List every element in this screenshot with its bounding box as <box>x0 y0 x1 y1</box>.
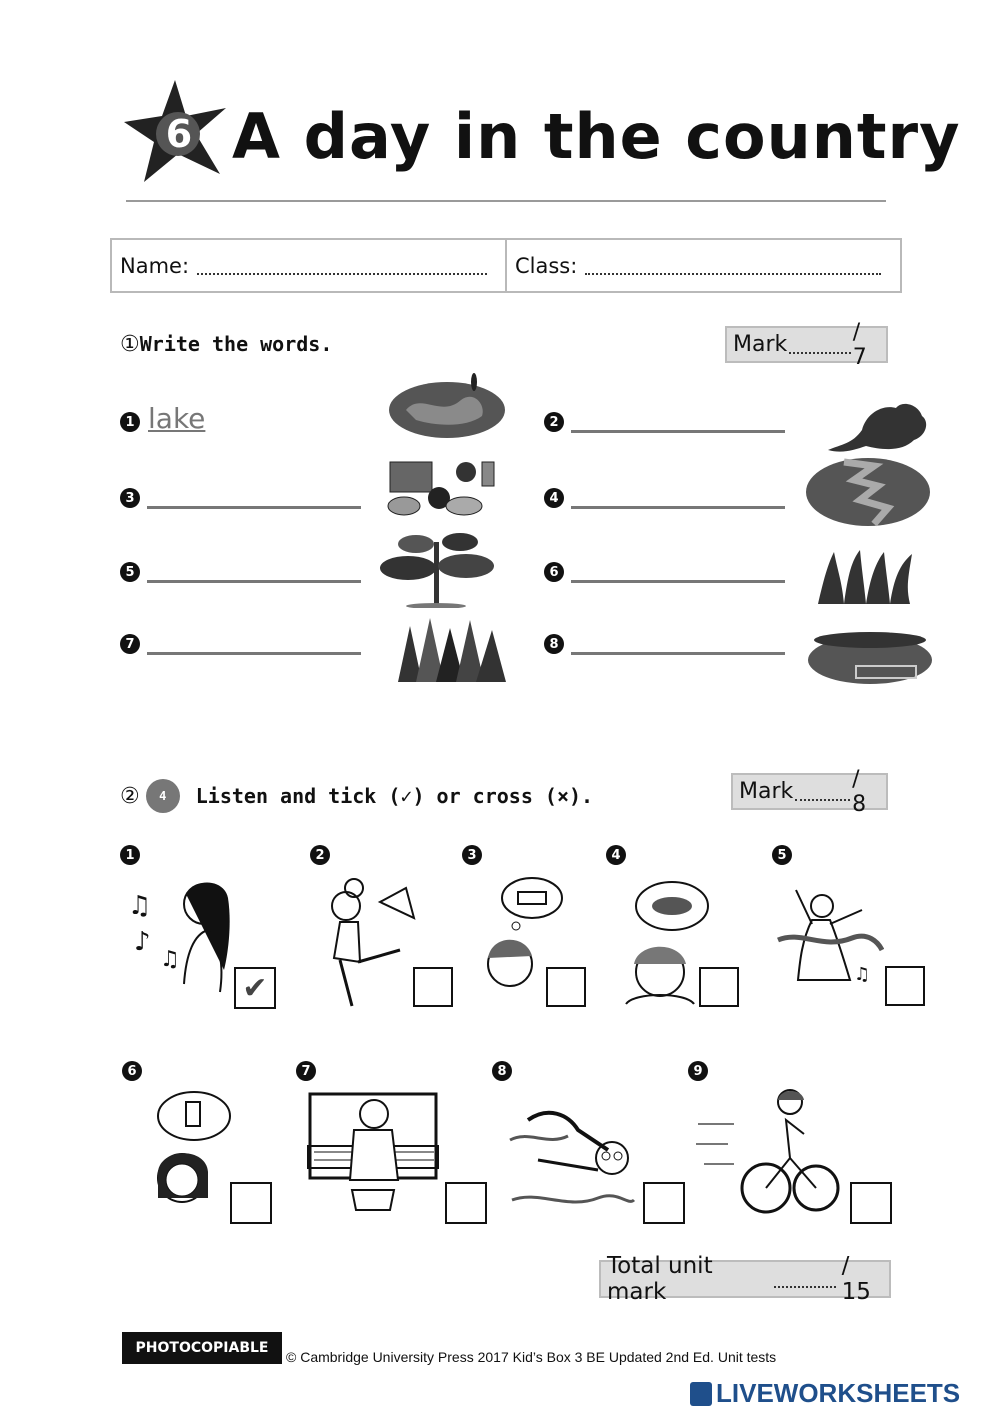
liveworksheets-logo[interactable] <box>690 1378 960 1409</box>
exercise2-instruction: Listen and tick (✓) or cross (×). <box>195 784 594 808</box>
class-field[interactable] <box>585 257 881 275</box>
ex1-answer-1: lake <box>148 402 206 435</box>
ex1-item-number: 2 <box>544 412 564 432</box>
leaf-icon <box>822 400 930 456</box>
name-cell <box>112 240 505 291</box>
exercise2-mark-field[interactable] <box>795 783 850 801</box>
ex2-item-number: 7 <box>296 1061 316 1081</box>
exercise2-mark-label: Mark <box>739 779 794 804</box>
field-icon <box>806 628 934 686</box>
exercise1-heading <box>120 332 332 357</box>
boy-piano-icon <box>304 1090 442 1222</box>
total-mark-label: Total unit mark <box>607 1253 713 1305</box>
exercise1-mark-box <box>725 319 888 370</box>
ex2-answer-box-8[interactable] <box>643 1182 685 1224</box>
ex2-item-number: 2 <box>310 845 330 865</box>
ex1-item-number: 8 <box>544 634 564 654</box>
class-cell <box>505 240 900 291</box>
lake-icon <box>386 370 508 440</box>
svg-text:♪: ♪ <box>134 927 151 957</box>
ex2-item-number: 5 <box>772 845 792 865</box>
forest-icon <box>396 612 508 684</box>
woman-dancing-icon <box>772 880 884 1000</box>
picnic-icon <box>384 458 502 520</box>
liveworksheets-brand: LIVEWORKSHEETS <box>716 1378 961 1408</box>
exercise1-instruction: Write the words. <box>139 332 333 356</box>
exercise2-heading <box>120 779 593 813</box>
ex1-item-number: 5 <box>120 562 140 582</box>
svg-text:♫: ♫ <box>160 947 180 972</box>
exercise1-number: ① <box>120 332 140 357</box>
ex2-answer-box-5[interactable] <box>885 966 925 1006</box>
boy-badminton-icon <box>310 878 426 1012</box>
student-info-box <box>110 238 902 293</box>
ex1-item-number: 3 <box>120 488 140 508</box>
ex1-answer-line-6[interactable] <box>571 580 785 583</box>
ex2-answer-box-7[interactable] <box>445 1182 487 1224</box>
ex2-answer-box-9[interactable] <box>850 1182 892 1224</box>
ex1-answer-line-3[interactable] <box>147 506 361 509</box>
girl-cycling-icon <box>694 1084 840 1224</box>
page-title: A day in the country <box>232 100 961 173</box>
exercise1-mark-label: Mark <box>733 332 788 357</box>
girl-thinking-drink-icon <box>150 1088 236 1214</box>
audio-track-number: 4 <box>159 789 167 803</box>
ex1-answer-line-7[interactable] <box>147 652 361 655</box>
ex1-item-number: 1 <box>120 412 140 432</box>
audio-track-icon[interactable] <box>146 779 180 813</box>
ex2-answer-box-1[interactable]: ✔ <box>234 967 276 1009</box>
ex2-item-number: 1 <box>120 845 140 865</box>
ex2-item-number: 3 <box>462 845 482 865</box>
name-label: Name: <box>120 253 190 278</box>
boy-swimming-icon <box>508 1090 636 1222</box>
ex2-answer-box-6[interactable] <box>230 1182 272 1224</box>
exercise1-mark-total: / 7 <box>852 319 867 370</box>
name-field[interactable] <box>197 257 487 275</box>
ex1-answer-line-4[interactable] <box>571 506 785 509</box>
exercise2-number: ② <box>120 783 140 809</box>
grass-icon <box>814 548 918 606</box>
svg-text:♫: ♫ <box>128 891 152 921</box>
ex1-answer-line-8[interactable] <box>571 652 785 655</box>
photocopiable-badge: PHOTOCOPIABLE <box>122 1332 282 1364</box>
ex1-item-number: 4 <box>544 488 564 508</box>
class-label: Class: <box>515 253 578 278</box>
ex2-answer-box-4[interactable] <box>699 967 739 1007</box>
copyright-text: © Cambridge University Press 2017 Kid’s Box 3 BE Updated 2nd Ed. Unit tests <box>286 1349 777 1365</box>
exercise2-mark-box <box>731 766 888 817</box>
total-mark-field[interactable] <box>774 1270 836 1288</box>
total-mark-box <box>599 1253 891 1305</box>
ex2-item-number: 8 <box>492 1061 512 1081</box>
ex2-item-number: 6 <box>122 1061 142 1081</box>
ex2-item-number: 4 <box>606 845 626 865</box>
exercise2-mark-total: / 8 <box>852 766 867 817</box>
exercise1-mark-field[interactable] <box>789 336 850 354</box>
ex1-item-number: 6 <box>544 562 564 582</box>
ex1-item-number: 7 <box>120 634 140 654</box>
title-divider <box>126 200 886 202</box>
ex1-answer-line-2[interactable] <box>571 430 785 433</box>
svg-text:♫: ♫ <box>854 964 871 985</box>
total-mark-total: / 15 <box>841 1253 871 1305</box>
ex2-item-number: 9 <box>688 1061 708 1081</box>
girl-singing-icon <box>124 874 236 994</box>
river-icon <box>804 456 932 528</box>
ex1-answer-line-5[interactable] <box>147 580 361 583</box>
unit-number: 6 <box>165 112 193 156</box>
plant-icon <box>374 528 500 608</box>
liveworksheets-icon <box>690 1382 712 1406</box>
ex2-answer-box-3[interactable] <box>546 967 586 1007</box>
ex2-answer-box-2[interactable] <box>413 967 453 1007</box>
